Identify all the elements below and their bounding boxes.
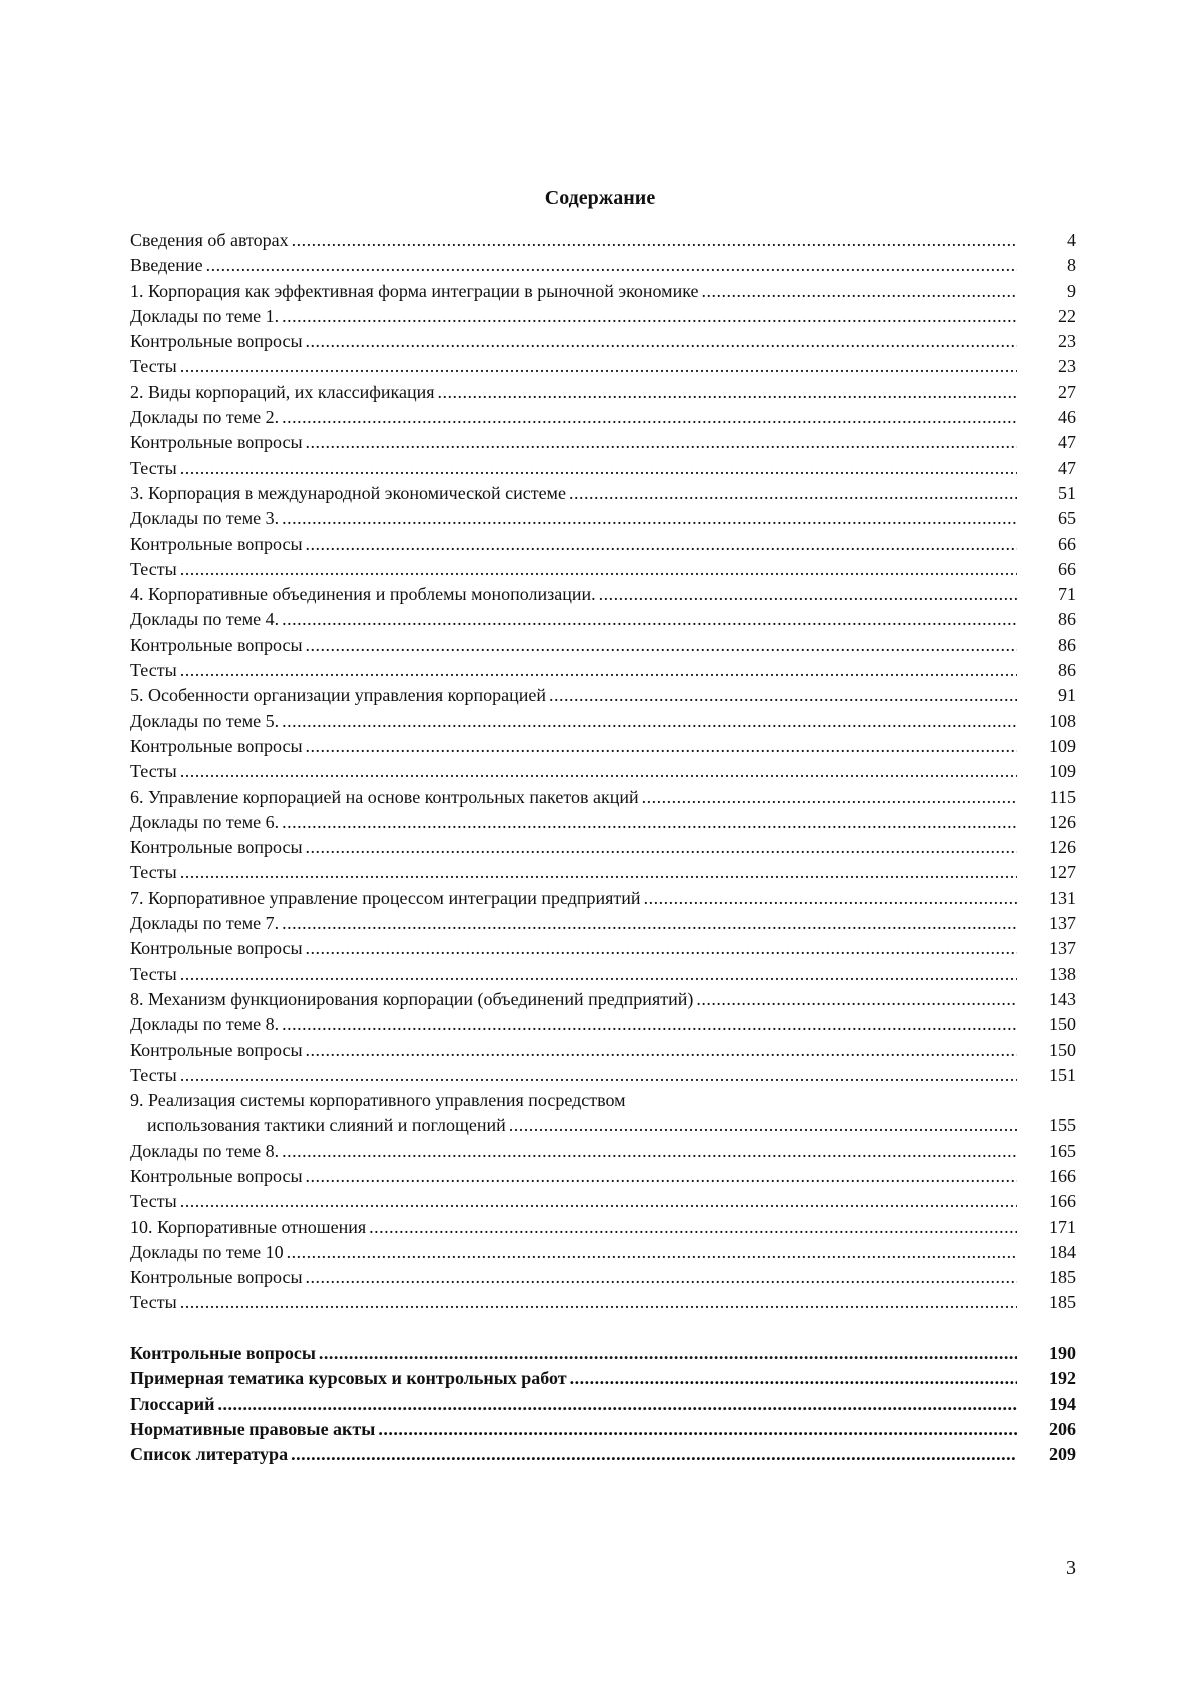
toc-entry-page: 91: [1058, 685, 1076, 706]
toc-leader: [378, 1417, 1017, 1442]
toc-entry-label: 5. Особенности организации управления корпорацией: [130, 685, 546, 706]
toc-entry-page: 137: [1049, 913, 1076, 934]
toc-entry-label: 3. Корпорация в международной экономической системе: [130, 482, 566, 503]
toc-entry: [130, 557, 1076, 582]
toc-entry-page: 86: [1058, 634, 1076, 655]
toc-entry-page: 206: [1049, 1418, 1076, 1439]
toc-entry: [130, 1012, 1076, 1037]
toc-entry: [130, 228, 1076, 253]
toc-entry-label: Контрольные вопросы: [130, 533, 303, 554]
toc-back-entry: [130, 1392, 1076, 1417]
toc-leader: [642, 785, 1017, 810]
toc-entry-label: Контрольные вопросы: [130, 735, 303, 756]
toc-leader: [180, 1290, 1017, 1315]
toc-entry-label: Контрольные вопросы: [130, 634, 303, 655]
toc-leader: [306, 329, 1017, 354]
toc-leader: [292, 228, 1017, 253]
toc-leader: [306, 1038, 1017, 1063]
toc-entry-page: 9: [1067, 280, 1076, 301]
toc-entry-label: 6. Управление корпорацией на основе контрольных пакетов акций: [130, 786, 639, 807]
toc-entry-page: 131: [1049, 887, 1076, 908]
toc-entry-page: 71: [1058, 584, 1076, 605]
toc-entry: [130, 532, 1076, 557]
toc-leader: [282, 405, 1017, 430]
toc-leader: [438, 380, 1017, 405]
toc-entry-page: 166: [1049, 1191, 1076, 1212]
toc-leader: [282, 304, 1017, 329]
toc-entry-label: Контрольные вопросы: [130, 331, 303, 352]
toc-leader: [287, 1240, 1017, 1265]
toc-leader: [306, 1265, 1017, 1290]
toc-entry: [130, 709, 1076, 734]
toc-entry-label: Контрольные вопросы: [130, 432, 303, 453]
toc-entry: [130, 1290, 1076, 1315]
toc-leader: [369, 1215, 1017, 1240]
toc-leader: [599, 582, 1017, 607]
toc-entry-label: Контрольные вопросы: [130, 938, 303, 959]
toc-entry-page: 115: [1049, 786, 1076, 807]
toc-entry: [130, 1240, 1076, 1265]
toc-entry-label: Тесты: [130, 862, 177, 883]
toc-entry-page: 22: [1058, 305, 1076, 326]
toc-entry-label: Контрольные вопросы: [130, 837, 303, 858]
toc-back-entry: [130, 1366, 1076, 1391]
toc-entry-label: Контрольные вопросы: [130, 1165, 303, 1186]
toc-entry: [130, 1164, 1076, 1189]
toc-back-entry: [130, 1417, 1076, 1442]
toc-entry-page: 66: [1058, 558, 1076, 579]
toc-entry: [130, 633, 1076, 658]
toc-entry-page: 150: [1049, 1014, 1076, 1035]
toc-entry-label: 1. Корпорация как эффективная форма интеграции в рыночной экономике: [130, 280, 699, 301]
toc-entry-label: Контрольные вопросы: [130, 1343, 316, 1364]
toc-entry-page: 185: [1049, 1267, 1076, 1288]
toc-leader: [282, 810, 1017, 835]
toc-entry-page: 4: [1067, 230, 1076, 250]
toc-list: [130, 228, 1076, 1468]
toc-leader: [549, 683, 1017, 708]
page-number: 3: [1066, 1557, 1076, 1579]
toc-entry-page: 23: [1058, 331, 1076, 352]
toc-leader: [306, 936, 1017, 961]
toc-leader: [180, 456, 1017, 481]
toc-entry: [130, 354, 1076, 379]
toc-entry: [130, 380, 1076, 405]
toc-entry-label: Доклады по теме 3.: [130, 508, 280, 529]
toc-entry-page: 108: [1049, 710, 1076, 731]
toc-leader: [180, 759, 1017, 784]
toc-entry-label: Тесты: [130, 356, 177, 377]
toc-entry-label: Доклады по теме 7.: [130, 913, 280, 934]
toc-entry: [130, 1265, 1076, 1290]
toc-entry-page: 46: [1058, 407, 1076, 428]
toc-entry-page: 150: [1049, 1039, 1076, 1060]
toc-leader: [282, 911, 1017, 936]
toc-leader: [217, 1392, 1017, 1417]
toc-leader: [282, 1139, 1017, 1164]
toc-entry-label: Доклады по теме 4.: [130, 609, 280, 630]
toc-entry-label: 9. Реализация системы корпоративного управления посредством: [130, 1090, 626, 1111]
toc-leader: [180, 1189, 1017, 1214]
toc-leader: [509, 1113, 1017, 1138]
toc-entry-label: Доклады по теме 2.: [130, 407, 280, 428]
toc-entry-label: Тесты: [130, 457, 177, 478]
toc-entry: [130, 279, 1076, 304]
toc-entry-label: использования тактики слияний и поглощений: [147, 1115, 506, 1136]
toc-entry-page: 138: [1049, 963, 1076, 984]
toc-entry-page: 143: [1049, 988, 1076, 1009]
toc-entry: [130, 987, 1076, 1012]
toc-entry-page: 165: [1049, 1140, 1076, 1161]
toc-entry-page: 66: [1058, 533, 1076, 554]
toc-entry-page: 51: [1058, 482, 1076, 503]
toc-entry: [130, 886, 1076, 911]
toc-entry-page: 155: [1049, 1115, 1076, 1136]
toc-entry: [130, 759, 1076, 784]
toc-entry-page: 151: [1049, 1064, 1076, 1085]
toc-entry-page: 126: [1049, 837, 1076, 858]
toc-entry-page: 184: [1049, 1241, 1076, 1262]
toc-leader: [570, 1366, 1017, 1391]
toc-entry-page: 86: [1058, 660, 1076, 681]
toc-entry-page: 190: [1049, 1343, 1076, 1364]
toc-entry: [130, 405, 1076, 430]
toc-leader: [319, 1341, 1017, 1366]
toc-entry: [130, 1189, 1076, 1214]
toc-entry-page: 127: [1049, 862, 1076, 883]
toc-leader: [696, 987, 1017, 1012]
toc-entry-page: 194: [1049, 1393, 1076, 1414]
toc-entry: [130, 1088, 1076, 1113]
toc-leader: [306, 835, 1017, 860]
toc-entry: [130, 734, 1076, 759]
toc-entry: [130, 253, 1076, 278]
toc-entry-page: 109: [1049, 761, 1076, 782]
toc-entry-page: 47: [1058, 457, 1076, 478]
toc-entry-label: Контрольные вопросы: [130, 1267, 303, 1288]
toc-entry-label: Доклады по теме 8.: [130, 1140, 280, 1161]
toc-entry-page: 109: [1049, 735, 1076, 756]
toc-entry-page: 126: [1049, 811, 1076, 832]
toc-entry-label: Доклады по теме 10: [130, 1241, 284, 1262]
toc-entry-label: Тесты: [130, 963, 177, 984]
toc-leader: [291, 1442, 1017, 1467]
toc-back-entry: [130, 1341, 1076, 1366]
toc-leader: [282, 506, 1017, 531]
toc-entry: [130, 810, 1076, 835]
toc-entry-label: Нормативные правовые акты: [130, 1418, 376, 1439]
toc-entry-page: 8: [1067, 255, 1076, 276]
toc-entry-page: 166: [1049, 1165, 1076, 1186]
toc-entry-label: Доклады по теме 6.: [130, 811, 280, 832]
toc-entry-label: Доклады по теме 5.: [130, 710, 280, 731]
toc-entry-page: 65: [1058, 508, 1076, 529]
toc-leader: [306, 532, 1017, 557]
toc-entry: [130, 835, 1076, 860]
toc-entry: [130, 430, 1076, 455]
toc-entry-page: 171: [1049, 1216, 1076, 1237]
toc-entry-label: Тесты: [130, 761, 177, 782]
toc-entry-label: Тесты: [130, 558, 177, 579]
toc-entry-label: 4. Корпоративные объединения и проблемы монополизации.: [130, 584, 596, 605]
toc-entry: [130, 304, 1076, 329]
toc-entry: [130, 1139, 1076, 1164]
toc-leader: [282, 607, 1017, 632]
toc-entry-label: 7. Корпоративное управление процессом интеграции предприятий: [130, 887, 641, 908]
toc-entry-label: Глоссарий: [130, 1393, 215, 1414]
toc-entry-label: Тесты: [130, 1191, 177, 1212]
toc-leader: [644, 886, 1017, 911]
toc-leader: [180, 557, 1017, 582]
toc-entry: [130, 481, 1076, 506]
toc-entry-page: 23: [1058, 356, 1076, 377]
toc-entry-label: Доклады по теме 8.: [130, 1014, 280, 1035]
toc-entry: [130, 456, 1076, 481]
toc-entry-label: Тесты: [130, 660, 177, 681]
toc-entry-page: 137: [1049, 938, 1076, 959]
toc-leader: [306, 1164, 1017, 1189]
toc-entry: [130, 1113, 1076, 1138]
toc-entry: [130, 785, 1076, 810]
toc-leader: [180, 962, 1017, 987]
toc-entry-page: 86: [1058, 609, 1076, 630]
toc-back-entry: [130, 1442, 1076, 1467]
toc-leader: [180, 860, 1017, 885]
toc-leader: [206, 253, 1017, 278]
toc-leader: [180, 1063, 1017, 1088]
toc-entry-label: 2. Виды корпораций, их классификация: [130, 381, 435, 402]
toc-leader: [180, 658, 1017, 683]
toc-entry-label: 8. Механизм функционирования корпорации (объединений предприятий): [130, 988, 694, 1009]
toc-entry: [130, 911, 1076, 936]
toc-entry-page: 27: [1058, 381, 1076, 402]
toc-entry: [130, 329, 1076, 354]
toc-leader: [306, 430, 1017, 455]
toc-entry-label: Введение: [130, 255, 203, 276]
toc-spacer: [130, 1316, 1076, 1341]
toc-entry-label: Сведения об авторах: [130, 230, 289, 250]
toc-entry: [130, 860, 1076, 885]
toc-entry-label: Тесты: [130, 1292, 177, 1313]
toc-leader: [282, 1012, 1017, 1037]
toc-entry-page: 209: [1049, 1444, 1076, 1465]
toc-leader: [306, 633, 1017, 658]
toc-leader: [282, 709, 1017, 734]
toc-entry: [130, 683, 1076, 708]
toc-leader: [702, 279, 1018, 304]
toc-entry: [130, 936, 1076, 961]
toc-entry-page: 192: [1049, 1368, 1076, 1389]
toc-entry: [130, 582, 1076, 607]
toc-entry-label: Контрольные вопросы: [130, 1039, 303, 1060]
toc-entry-label: Список литература: [130, 1444, 289, 1465]
toc-entry: [130, 962, 1076, 987]
toc-entry: [130, 1038, 1076, 1063]
toc-leader: [306, 734, 1017, 759]
toc-entry-page: 185: [1049, 1292, 1076, 1313]
toc-entry: [130, 658, 1076, 683]
toc-leader: [180, 354, 1017, 379]
toc-leader: [569, 481, 1017, 506]
toc-title: Содержание: [544, 187, 656, 209]
toc-entry-label: Примерная тематика курсовых и контрольных работ: [130, 1368, 567, 1389]
toc-entry-page: 47: [1058, 432, 1076, 453]
toc-entry: [130, 506, 1076, 531]
toc-entry-label: 10. Корпоративные отношения: [130, 1216, 367, 1237]
toc-entry: [130, 607, 1076, 632]
toc-entry-label: Тесты: [130, 1064, 177, 1085]
toc-entry-label: Доклады по теме 1.: [130, 305, 280, 326]
toc-entry: [130, 1063, 1076, 1088]
toc-entry: [130, 1215, 1076, 1240]
